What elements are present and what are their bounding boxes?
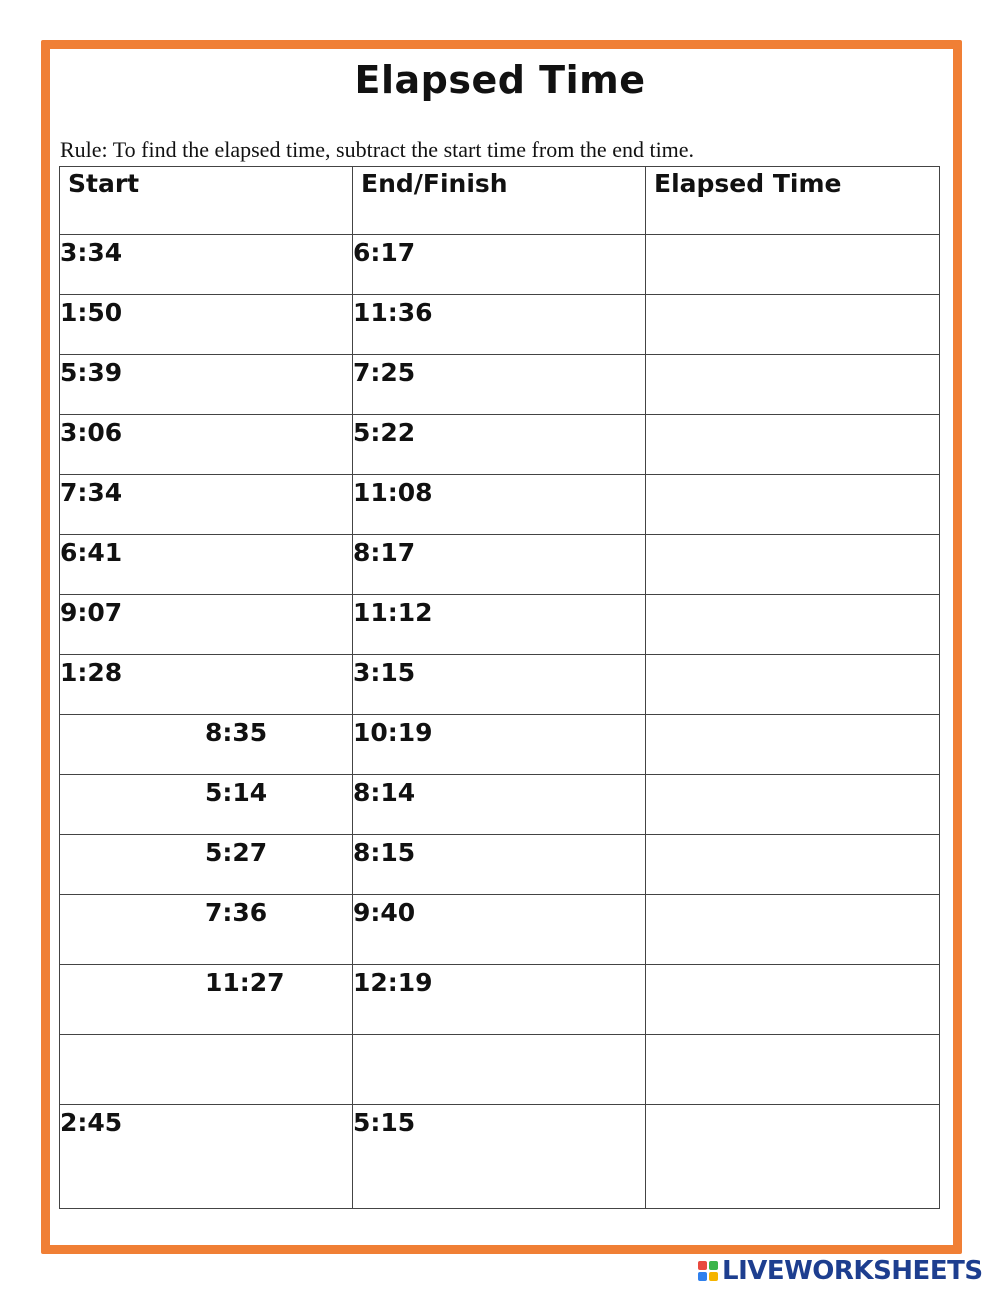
table-row: [60, 895, 940, 965]
elapsed-time-answer[interactable]: [646, 595, 940, 655]
elapsed-time-answer[interactable]: [646, 295, 940, 355]
table-row: [60, 475, 940, 535]
elapsed-time-answer[interactable]: [646, 355, 940, 415]
start-time-cell: 1:50: [60, 295, 353, 355]
end-time-cell: 8:17: [353, 535, 646, 595]
elapsed-time-answer[interactable]: [646, 535, 940, 595]
end-time-cell: 9:40: [353, 895, 646, 965]
start-time-cell: 5:27: [60, 835, 353, 895]
table-row: [60, 1105, 940, 1209]
table-row: [60, 295, 940, 355]
elapsed-time-answer[interactable]: [646, 715, 940, 775]
header-end: End/Finish: [353, 167, 646, 235]
end-time-cell: 6:17: [353, 235, 646, 295]
table-row: [60, 535, 940, 595]
table-row: [60, 415, 940, 475]
elapsed-time-answer[interactable]: [646, 475, 940, 535]
table-row: [60, 1035, 940, 1105]
liveworksheets-logo-icon: [698, 1261, 718, 1281]
elapsed-time-answer[interactable]: [646, 1035, 940, 1105]
elapsed-time-answer[interactable]: [646, 1105, 940, 1209]
end-time-cell: 11:36: [353, 295, 646, 355]
start-time-cell: 2:45: [60, 1105, 353, 1209]
end-time-cell: 12:19: [353, 965, 646, 1035]
start-time-cell: [60, 1035, 353, 1105]
elapsed-time-answer[interactable]: [646, 655, 940, 715]
table-row: [60, 655, 940, 715]
start-time-cell: 7:34: [60, 475, 353, 535]
end-time-cell: 11:12: [353, 595, 646, 655]
start-time-cell: 3:34: [60, 235, 353, 295]
table-row: [60, 355, 940, 415]
table-row: [60, 835, 940, 895]
page-title: Elapsed Time: [354, 58, 646, 102]
start-time-cell: 6:41: [60, 535, 353, 595]
end-time-cell: 8:14: [353, 775, 646, 835]
start-time-cell: 7:36: [60, 895, 353, 965]
start-time-cell: 8:35: [60, 715, 353, 775]
elapsed-time-answer[interactable]: [646, 235, 940, 295]
rule-text: Rule: To find the elapsed time, subtract the start time from the end time.: [60, 137, 695, 162]
table-row: [60, 715, 940, 775]
liveworksheets-brand[interactable]: [698, 1256, 983, 1286]
header-start: Start: [60, 167, 353, 235]
header-elapsed: Elapsed Time: [646, 167, 940, 235]
start-time-cell: 5:14: [60, 775, 353, 835]
end-time-cell: 3:15: [353, 655, 646, 715]
elapsed-time-answer[interactable]: [646, 965, 940, 1035]
elapsed-time-table: [59, 166, 940, 1209]
end-time-cell: 11:08: [353, 475, 646, 535]
end-time-cell: [353, 1035, 646, 1105]
elapsed-time-answer[interactable]: [646, 895, 940, 965]
table-row: [60, 965, 940, 1035]
end-time-cell: 5:22: [353, 415, 646, 475]
end-time-cell: 5:15: [353, 1105, 646, 1209]
end-time-cell: 10:19: [353, 715, 646, 775]
start-time-cell: 3:06: [60, 415, 353, 475]
elapsed-time-answer[interactable]: [646, 415, 940, 475]
end-time-cell: 8:15: [353, 835, 646, 895]
brand-name: LIVEWORKSHEETS: [722, 1256, 983, 1286]
end-time-cell: 7:25: [353, 355, 646, 415]
start-time-cell: 9:07: [60, 595, 353, 655]
elapsed-time-answer[interactable]: [646, 775, 940, 835]
start-time-cell: 11:27: [60, 965, 353, 1035]
elapsed-time-answer[interactable]: [646, 835, 940, 895]
table-row: [60, 775, 940, 835]
start-time-cell: 1:28: [60, 655, 353, 715]
table-row: [60, 595, 940, 655]
start-time-cell: 5:39: [60, 355, 353, 415]
header-row: [60, 167, 940, 235]
table-row: [60, 235, 940, 295]
